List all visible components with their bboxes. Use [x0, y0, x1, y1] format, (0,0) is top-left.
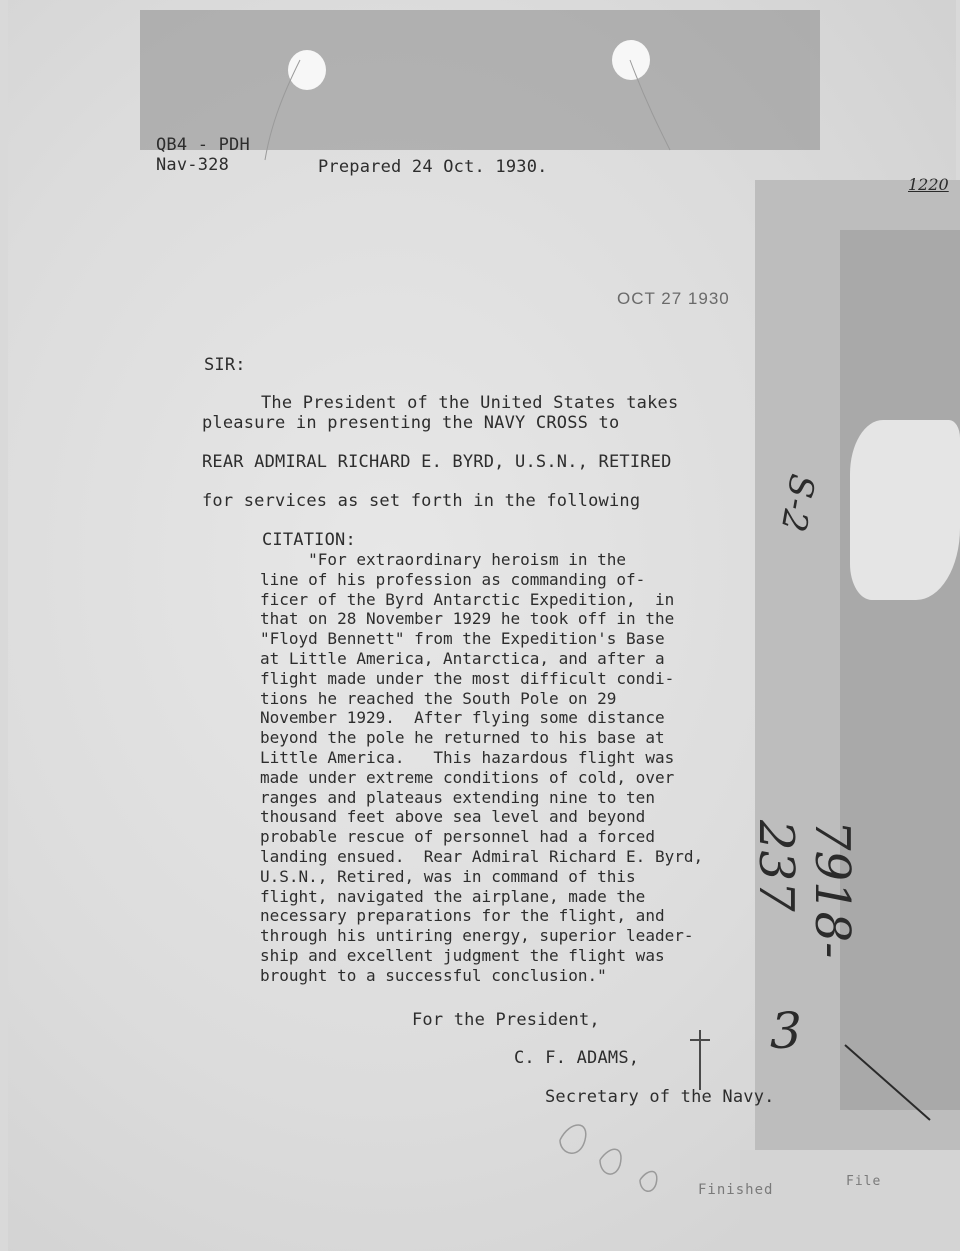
margin-handwritten-number: 7918-237: [748, 820, 860, 959]
closing-line: For the President,: [412, 1010, 600, 1030]
citation-heading: CITATION:: [262, 530, 356, 550]
citation-line: at Little America, Antarctica, and after a: [260, 648, 665, 668]
citation-line: through his untiring energy, superior leader-: [260, 926, 694, 946]
services-line: for services as set forth in the following: [202, 491, 641, 511]
margin-code: S-2: [772, 471, 822, 535]
signer-name: C. F. ADAMS,: [514, 1048, 640, 1068]
citation-line: tions he reached the South Pole on 29: [260, 688, 617, 708]
citation-line: line of his profession as commanding of-: [260, 569, 646, 589]
recipient-name: REAR ADMIRAL RICHARD E. BYRD, U.S.N., RETIRED: [202, 452, 672, 472]
intro-line-1: The President of the United States takes: [261, 393, 679, 413]
citation-line: ship and excellent judgment the flight was: [260, 945, 665, 965]
top-margin-note: 1220: [908, 175, 949, 194]
citation-line: flight made under the most difficult condi-: [260, 668, 675, 688]
citation-line: brought to a successful conclusion.": [260, 965, 607, 985]
date-stamp: OCT 27 1930: [617, 289, 730, 308]
finished-stamp: Finished: [698, 1182, 774, 1198]
file-code: QB4 - PDH: [156, 135, 250, 155]
citation-line: Little America. This hazardous flight was: [260, 747, 675, 767]
citation-line: "For extraordinary heroism in the: [260, 550, 627, 569]
handwritten-number: 3: [770, 1002, 802, 1060]
nav-code: Nav-328: [156, 155, 230, 175]
intro-line-2: pleasure in presenting the NAVY CROSS to: [202, 413, 620, 433]
salutation: SIR:: [204, 355, 246, 375]
signer-title: Secretary of the Navy.: [545, 1087, 775, 1107]
citation-line: U.S.N., Retired, was in command of this: [260, 866, 636, 886]
file-stamp: File: [846, 1174, 882, 1189]
citation-line: ranges and plateaus extending nine to ten: [260, 787, 655, 807]
citation-line: ficer of the Byrd Antarctic Expedition, in: [260, 589, 675, 609]
citation-line: probable rescue of personnel had a forced: [260, 827, 655, 847]
citation-line: made under extreme conditions of cold, over: [260, 767, 675, 787]
prepared-date: Prepared 24 Oct. 1930.: [318, 157, 548, 177]
citation-line: necessary preparations for the flight, and: [260, 906, 665, 926]
citation-line: thousand feet above sea level and beyond: [260, 807, 646, 827]
citation-line: that on 28 November 1929 he took off in the: [260, 609, 675, 629]
citation-line: flight, navigated the airplane, made the: [260, 886, 646, 906]
citation-line: beyond the pole he returned to his base at: [260, 728, 665, 748]
citation-line: "Floyd Bennett" from the Expedition's Base: [260, 629, 665, 649]
citation-line: November 1929. After flying some distance: [260, 708, 665, 728]
citation-line: landing ensued. Rear Admiral Richard E. Byrd,: [260, 846, 704, 866]
